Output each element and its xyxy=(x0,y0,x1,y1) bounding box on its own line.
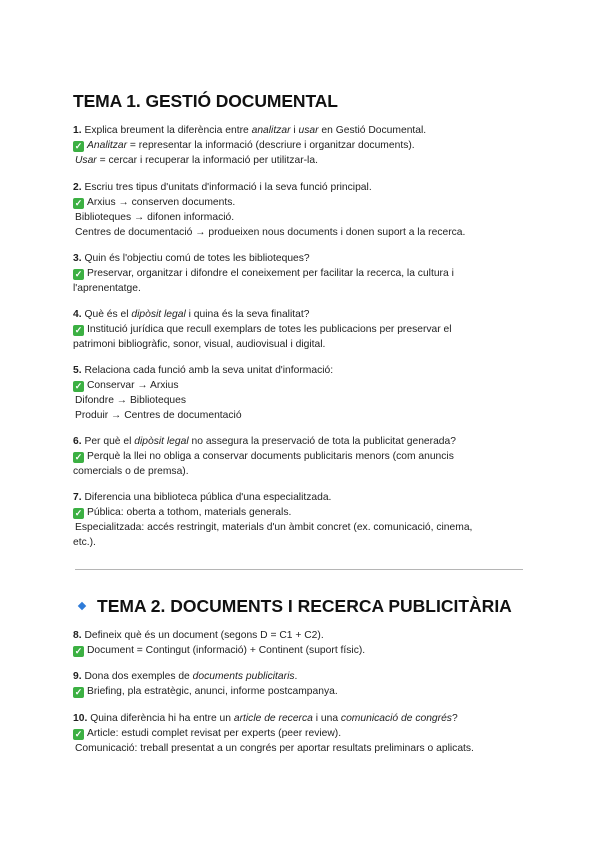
check-mark-icon: ✓ xyxy=(74,687,83,697)
answer-line: Usar = cercar i recuperar la informació per utilitzar-la. xyxy=(75,155,318,166)
question-8 xyxy=(73,628,523,658)
question-3-text: 3. Quin és l'objectiu comú de totes les biblioteques? xyxy=(73,253,310,264)
question-3 xyxy=(73,251,523,296)
tema1-heading: TEMA 1. GESTIÓ DOCUMENTAL xyxy=(73,91,338,111)
question-10-text: 10. Quina diferència hi ha entre un article de recerca i una comunicació de congrés? xyxy=(73,713,458,724)
question-4-text: 4. Què és el dipòsit legal i quina és la seva finalitat? xyxy=(73,309,310,320)
answer-line: Comunicació: treball presentat a un congrés per aportar resultats preliminars o aplicats. xyxy=(75,743,474,754)
question-5-text: 5. Relaciona cada funció amb la seva unitat d'informació: xyxy=(73,365,334,376)
check-mark-icon: ✓ xyxy=(74,325,83,335)
question-9 xyxy=(73,669,523,699)
question-5 xyxy=(73,363,523,423)
question-6-text: 6. Per què el dipòsit legal no assegura la preservació de tota la publicitat generada? xyxy=(73,436,456,447)
check-mark-icon: ✓ xyxy=(74,729,83,739)
question-7 xyxy=(73,490,523,550)
answer-line: l'aprenentatge. xyxy=(73,283,141,294)
check-mark-icon: ✓ xyxy=(74,198,83,208)
answer-line: ✓ Article: estudi complet revisat per experts (peer review). xyxy=(74,728,342,739)
answer-line: patrimoni bibliogràfic, sonor, visual, audiovisual i digital. xyxy=(73,339,326,350)
check-mark-icon: ✓ xyxy=(74,269,83,279)
answer-line: ✓ Perquè la llei no obliga a conservar documents publicitaris menors (com anuncis xyxy=(74,451,454,462)
check-mark-icon: ✓ xyxy=(74,452,83,462)
tema2-heading: TEMA 2. DOCUMENTS I RECERCA PUBLICITÀRIA xyxy=(73,596,512,617)
question-4 xyxy=(73,307,523,352)
question-9-text: 9. Dona dos exemples de documents publicitaris. xyxy=(73,671,298,682)
answer-line: ✓ Briefing, pla estratègic, anunci, informe postcampanya. xyxy=(74,686,338,697)
question-7-text: 7. Diferencia una biblioteca pública d'una especialitzada. xyxy=(73,492,332,503)
question-1-text: 1. Explica breument la diferència entre analitzar i usar en Gestió Documental. xyxy=(73,125,427,136)
answer-line: ✓ Analitzar = representar la informació (descriure i organitzar documents). xyxy=(74,140,415,151)
answer-line: ✓ Document = Contingut (informació) + Continent (suport físic). xyxy=(74,645,366,656)
question-10 xyxy=(73,711,523,756)
check-mark-icon: ✓ xyxy=(74,381,83,391)
check-mark-icon: ✓ xyxy=(74,141,83,151)
question-2 xyxy=(73,180,523,240)
section-divider xyxy=(75,569,523,570)
question-1 xyxy=(73,123,523,168)
answer-line: comercials o de premsa). xyxy=(73,466,189,477)
answer-line: ✓ Preservar, organitzar i difondre el coneixement per facilitar la recerca, la cultura i xyxy=(74,268,454,279)
answer-line: Centres de documentació → produeixen nous documents i donen suport a la recerca. xyxy=(75,227,466,238)
answer-line: etc.). xyxy=(73,537,96,548)
question-8-text: 8. Defineix què és un document (segons D = C1 + C2). xyxy=(73,630,324,641)
check-mark-icon: ✓ xyxy=(74,646,83,656)
check-mark-icon: ✓ xyxy=(74,508,83,518)
answer-line: Especialitzada: accés restringit, materials d'un àmbit concret (ex. comunicació, cinema, xyxy=(75,522,473,533)
answer-line: ✓ Conservar → Arxius xyxy=(74,380,179,391)
question-6 xyxy=(73,434,523,479)
answer-line: Difondre → Biblioteques xyxy=(75,395,187,406)
answer-line: ✓ Institució jurídica que recull exemplars de totes les publicacions per preservar el xyxy=(74,324,452,335)
answer-line: ✓ Pública: oberta a tothom, materials generals. xyxy=(74,507,292,518)
answer-line: ✓ Arxius → conserven documents. xyxy=(74,197,236,208)
diamond-bullet-icon xyxy=(78,602,86,610)
answer-line: Biblioteques → difonen informació. xyxy=(75,212,235,223)
answer-line: Produir → Centres de documentació xyxy=(75,410,242,421)
question-2-text: 2. Escriu tres tipus d'unitats d'informació i la seva funció principal. xyxy=(73,182,372,193)
